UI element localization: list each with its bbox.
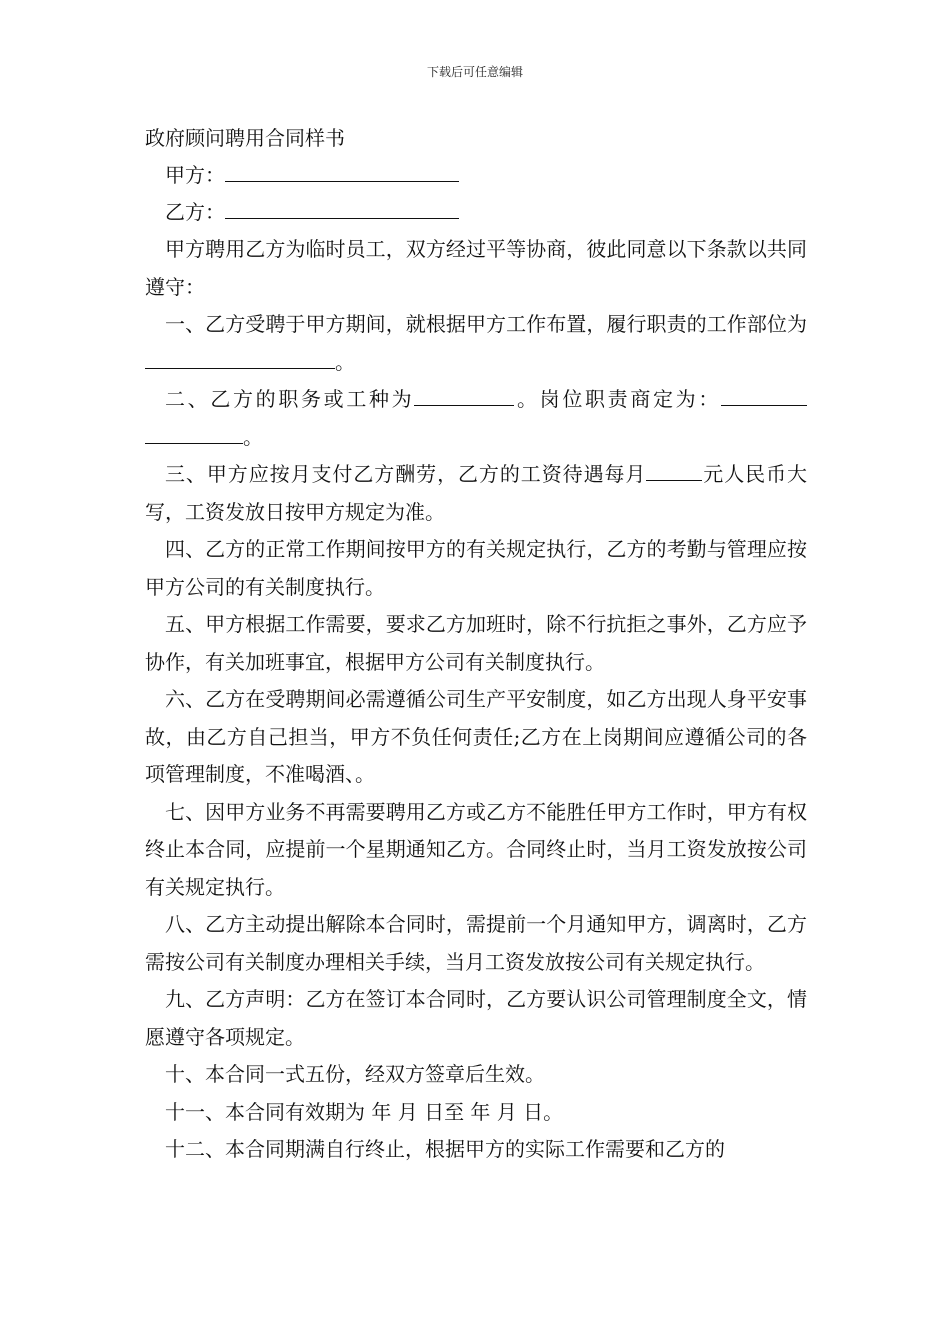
clause-8: 八、乙方主动提出解除本合同时，需提前一个月通知甲方，调离时，乙方需按公司有关制度办理相关手续，当月工资发放按公司有关规定执行。: [145, 912, 807, 974]
clause-6: 六、乙方在受聘期间必需遵循公司生产平安制度，如乙方出现人身平安事故，由乙方自己担当，甲方不负任何责任;乙方在上岗期间应遵循公司的各项管理制度，不准喝酒、。: [145, 687, 807, 786]
document-body: [145, 120, 807, 1169]
document-title: 政府顾问聘用合同样书: [145, 126, 345, 150]
clause-3-text: 三、甲方应按月支付乙方酬劳，乙方的工资待遇每月: [165, 462, 647, 486]
page-header-note: 下载后可任意编辑: [426, 65, 523, 79]
clause-2: [145, 381, 807, 456]
salary-blank: [646, 460, 702, 481]
party-a-blank: [225, 159, 459, 182]
clause-2-mid: 。岗位职责商定为：: [514, 387, 722, 411]
job-title-blank: [414, 385, 514, 406]
party-a-line: [145, 157, 807, 194]
clause-5: 五、甲方根据工作需要，要求乙方加班时，除不行抗拒之事外，乙方应予协作，有关加班事宜，根据甲方公司有关制度执行。: [145, 612, 807, 674]
clause-2-end: 。: [243, 424, 263, 449]
intro-paragraph: 甲方聘用乙方为临时员工，双方经过平等协商，彼此同意以下条款以共同遵守：: [145, 237, 807, 299]
clause-3: [145, 456, 807, 531]
clause-1: [145, 306, 807, 381]
party-b-label: 乙方：: [165, 200, 225, 224]
duties-blank-2: [145, 423, 243, 444]
clause-12: 十二、本合同期满自行终止，根据甲方的实际工作需要和乙方的: [165, 1137, 725, 1161]
party-b-line: [145, 194, 807, 231]
clause-7: 七、因甲方业务不再需要聘用乙方或乙方不能胜任甲方工作时，甲方有权终止本合同，应提前一个星期通知乙方。合同终止时，当月工资发放按公司有关规定执行。: [145, 799, 807, 899]
party-b-blank: [225, 196, 459, 219]
party-a-label: 甲方：: [165, 163, 225, 187]
work-position-blank: [145, 348, 335, 369]
clause-11: 十一、本合同有效期为 年 月 日至 年 月 日。: [165, 1099, 564, 1124]
clause-1-end: 。: [335, 349, 355, 374]
clause-2-text: 二、乙方的职务或工种为: [165, 387, 415, 411]
duties-blank-1: [721, 385, 807, 406]
clause-9: 九、乙方声明：乙方在签订本合同时，乙方要认识公司管理制度全文，情愿遵守各项规定。: [145, 987, 807, 1049]
clause-1-text: 一、乙方受聘于甲方期间，就根据甲方工作布置，履行职责的工作部位为: [165, 312, 807, 336]
clause-3-end: 元人民币大写，工资发放日按甲方规定为准。: [145, 462, 808, 524]
clause-4: 四、乙方的正常工作期间按甲方的有关规定执行，乙方的考勤与管理应按甲方公司的有关制度执行。: [145, 537, 807, 599]
clause-10: 十、本合同一式五份，经双方签章后生效。: [165, 1062, 545, 1086]
